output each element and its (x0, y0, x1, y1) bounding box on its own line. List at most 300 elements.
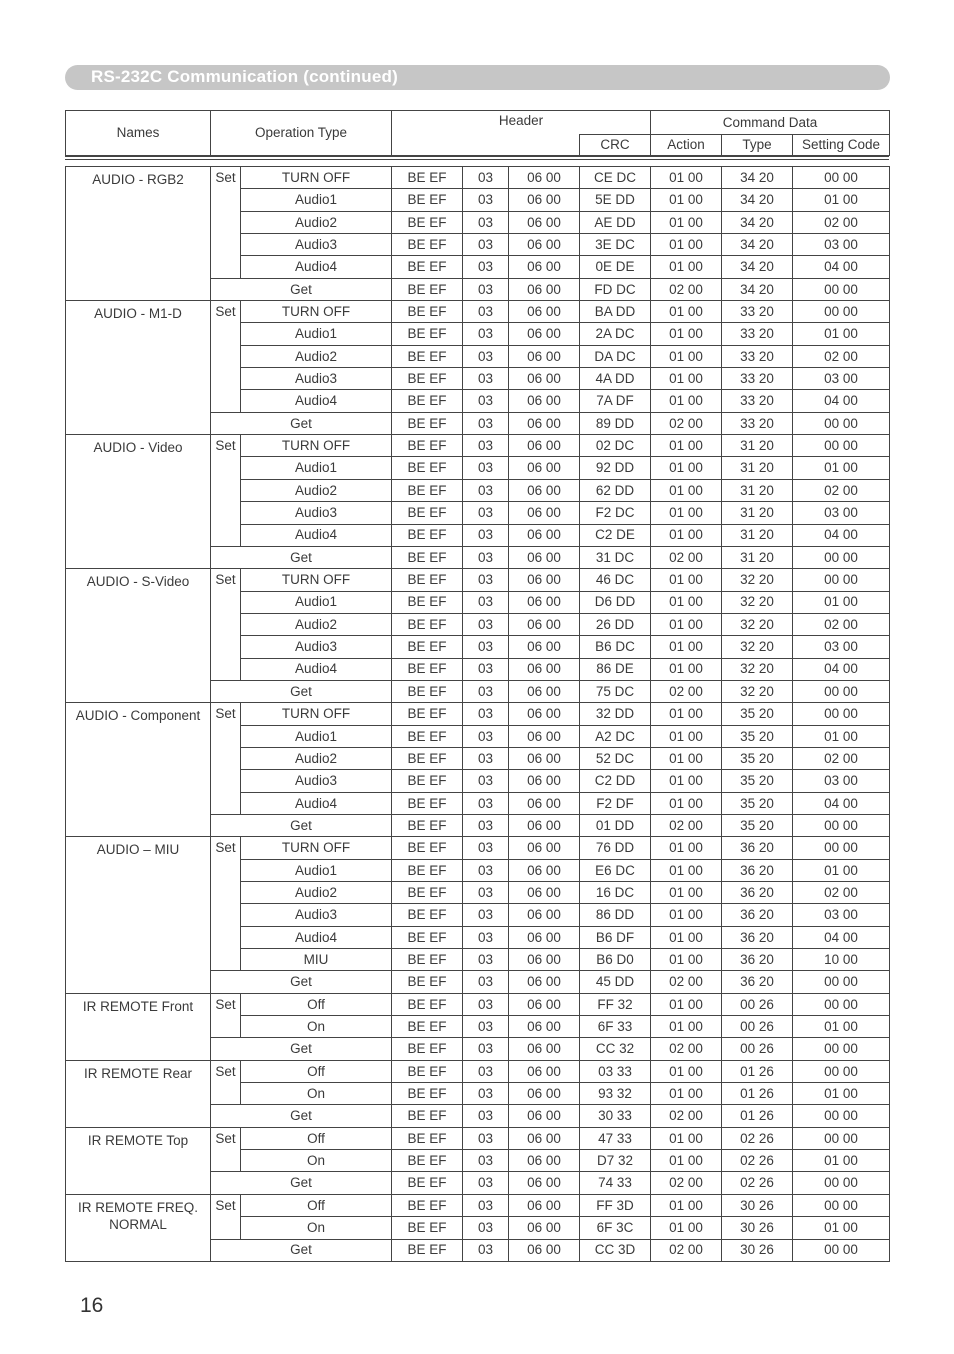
cell-setting-code: 00 00 (793, 167, 890, 189)
cell-header-bytes: BE EF (392, 949, 463, 971)
cell-type: 36 20 (722, 904, 793, 926)
cell-header-06-00: 06 00 (509, 613, 580, 635)
cell-header-03: 03 (463, 1172, 509, 1194)
cell-header-bytes: BE EF (392, 613, 463, 635)
table-row (66, 1194, 890, 1216)
cell-crc: 6F 3C (580, 1217, 651, 1239)
page-number: 16 (80, 1294, 104, 1317)
cell-action: 02 00 (651, 546, 722, 568)
cell-operation: TURN OFF (241, 569, 392, 591)
cell-header-06-00: 06 00 (509, 971, 580, 993)
cell-action: 02 00 (651, 1172, 722, 1194)
cell-type: 31 20 (722, 546, 793, 568)
cell-operation: Audio4 (241, 524, 392, 546)
cell-setting-code: 04 00 (793, 926, 890, 948)
table-row (66, 837, 890, 859)
cell-header-03: 03 (463, 703, 509, 725)
cell-setting-code: 03 00 (793, 502, 890, 524)
cell-header-06-00: 06 00 (509, 658, 580, 680)
cell-crc: B6 DC (580, 636, 651, 658)
cell-header-bytes: BE EF (392, 792, 463, 814)
cell-operation: Audio3 (241, 234, 392, 256)
cell-operation: TURN OFF (241, 703, 392, 725)
cell-operation: Get (211, 546, 392, 568)
table-row (66, 167, 890, 189)
cell-header-06-00: 06 00 (509, 211, 580, 233)
section-banner (65, 65, 890, 90)
cell-type: 02 26 (722, 1150, 793, 1172)
cell-setting-code: 02 00 (793, 882, 890, 904)
cell-type: 36 20 (722, 971, 793, 993)
group-name: IR REMOTE Front (66, 993, 211, 1060)
cell-type: 34 20 (722, 211, 793, 233)
cell-crc: FF 32 (580, 993, 651, 1015)
group-name: IR REMOTE FREQ. NORMAL (66, 1194, 211, 1261)
cell-action: 01 00 (651, 859, 722, 881)
cell-setting-code: 00 00 (793, 435, 890, 457)
cell-action: 01 00 (651, 837, 722, 859)
cell-action: 01 00 (651, 435, 722, 457)
cell-crc: AE DD (580, 211, 651, 233)
cell-setting-code: 04 00 (793, 792, 890, 814)
cell-header-03: 03 (463, 1105, 509, 1127)
cell-type: 33 20 (722, 323, 793, 345)
cell-action: 02 00 (651, 412, 722, 434)
header-type: Type (722, 135, 793, 156)
cell-header-06-00: 06 00 (509, 368, 580, 390)
cell-setting-code: 01 00 (793, 1016, 890, 1038)
cell-action: 01 00 (651, 345, 722, 367)
cell-header-06-00: 06 00 (509, 1016, 580, 1038)
cell-header-06-00: 06 00 (509, 591, 580, 613)
cell-operation: Audio4 (241, 658, 392, 680)
cell-type: 34 20 (722, 167, 793, 189)
cell-type: 30 26 (722, 1194, 793, 1216)
cell-crc: 76 DD (580, 837, 651, 859)
cell-setting-code: 01 00 (793, 323, 890, 345)
cell-type: 34 20 (722, 189, 793, 211)
cell-header-06-00: 06 00 (509, 837, 580, 859)
cell-crc: 26 DD (580, 613, 651, 635)
cell-operation: Get (211, 1239, 392, 1261)
cell-crc: B6 DF (580, 926, 651, 948)
cell-header-03: 03 (463, 1038, 509, 1060)
command-table-header (65, 110, 890, 156)
cell-header-bytes: BE EF (392, 770, 463, 792)
cell-operation: Audio3 (241, 636, 392, 658)
set-label: Set (211, 167, 241, 279)
cell-header-bytes: BE EF (392, 1038, 463, 1060)
cell-type: 36 20 (722, 859, 793, 881)
cell-action: 01 00 (651, 949, 722, 971)
cell-header-bytes: BE EF (392, 658, 463, 680)
cell-action: 01 00 (651, 591, 722, 613)
cell-header-bytes: BE EF (392, 591, 463, 613)
cell-header-03: 03 (463, 1127, 509, 1149)
cell-header-03: 03 (463, 792, 509, 814)
cell-header-06-00: 06 00 (509, 770, 580, 792)
cell-header-03: 03 (463, 323, 509, 345)
cell-type: 30 26 (722, 1217, 793, 1239)
cell-setting-code: 00 00 (793, 1194, 890, 1216)
cell-crc: 0E DE (580, 256, 651, 278)
cell-header-06-00: 06 00 (509, 792, 580, 814)
cell-type: 33 20 (722, 301, 793, 323)
cell-operation: Audio2 (241, 613, 392, 635)
cell-type: 00 26 (722, 993, 793, 1015)
cell-header-03: 03 (463, 569, 509, 591)
cell-header-06-00: 06 00 (509, 502, 580, 524)
cell-action: 01 00 (651, 1217, 722, 1239)
cell-type: 36 20 (722, 837, 793, 859)
cell-crc: 86 DE (580, 658, 651, 680)
cell-crc: 02 DC (580, 435, 651, 457)
cell-header-06-00: 06 00 (509, 412, 580, 434)
cell-header-bytes: BE EF (392, 1150, 463, 1172)
cell-operation: Get (211, 1172, 392, 1194)
cell-action: 01 00 (651, 658, 722, 680)
cell-header-03: 03 (463, 993, 509, 1015)
cell-setting-code: 01 00 (793, 189, 890, 211)
cell-header-03: 03 (463, 1239, 509, 1261)
cell-action: 01 00 (651, 502, 722, 524)
set-label: Set (211, 435, 241, 547)
cell-setting-code: 00 00 (793, 1105, 890, 1127)
cell-action: 02 00 (651, 278, 722, 300)
group-name: AUDIO - Component (66, 703, 211, 837)
cell-header-06-00: 06 00 (509, 1060, 580, 1082)
cell-action: 01 00 (651, 882, 722, 904)
cell-header-bytes: BE EF (392, 234, 463, 256)
cell-header-06-00: 06 00 (509, 1239, 580, 1261)
cell-header-bytes: BE EF (392, 435, 463, 457)
header-header-spacer (392, 135, 580, 156)
set-label: Set (211, 301, 241, 413)
table-row (66, 435, 890, 457)
cell-setting-code: 00 00 (793, 546, 890, 568)
cell-type: 35 20 (722, 703, 793, 725)
cell-action: 01 00 (651, 636, 722, 658)
cell-header-bytes: BE EF (392, 457, 463, 479)
cell-header-03: 03 (463, 613, 509, 635)
cell-header-06-00: 06 00 (509, 636, 580, 658)
cell-header-bytes: BE EF (392, 1016, 463, 1038)
cell-operation: Off (241, 993, 392, 1015)
cell-type: 35 20 (722, 770, 793, 792)
cell-header-bytes: BE EF (392, 479, 463, 501)
cell-setting-code: 03 00 (793, 636, 890, 658)
cell-header-06-00: 06 00 (509, 859, 580, 881)
group-name: AUDIO - RGB2 (66, 167, 211, 301)
cell-header-03: 03 (463, 1083, 509, 1105)
cell-operation: Audio1 (241, 859, 392, 881)
cell-header-03: 03 (463, 412, 509, 434)
cell-type: 00 26 (722, 1016, 793, 1038)
cell-header-06-00: 06 00 (509, 1127, 580, 1149)
cell-header-06-00: 06 00 (509, 1194, 580, 1216)
cell-operation: Audio1 (241, 591, 392, 613)
cell-type: 31 20 (722, 435, 793, 457)
cell-operation: TURN OFF (241, 167, 392, 189)
cell-header-bytes: BE EF (392, 1194, 463, 1216)
cell-setting-code: 00 00 (793, 837, 890, 859)
cell-crc: A2 DC (580, 725, 651, 747)
cell-operation: Off (241, 1194, 392, 1216)
cell-crc: 86 DD (580, 904, 651, 926)
cell-action: 01 00 (651, 234, 722, 256)
cell-crc: 32 DD (580, 703, 651, 725)
cell-operation: Off (241, 1127, 392, 1149)
cell-header-bytes: BE EF (392, 1239, 463, 1261)
cell-crc: CC 3D (580, 1239, 651, 1261)
cell-crc: DA DC (580, 345, 651, 367)
cell-operation: Audio4 (241, 926, 392, 948)
cell-crc: 93 32 (580, 1083, 651, 1105)
table-row (66, 703, 890, 725)
cell-setting-code: 00 00 (793, 278, 890, 300)
group-name: AUDIO - M1-D (66, 301, 211, 435)
cell-operation: Audio2 (241, 211, 392, 233)
cell-header-bytes: BE EF (392, 636, 463, 658)
cell-header-03: 03 (463, 814, 509, 836)
cell-header-06-00: 06 00 (509, 949, 580, 971)
cell-crc: F2 DC (580, 502, 651, 524)
cell-crc: 16 DC (580, 882, 651, 904)
cell-operation: Get (211, 814, 392, 836)
cell-header-06-00: 06 00 (509, 524, 580, 546)
cell-crc: 62 DD (580, 479, 651, 501)
cell-header-03: 03 (463, 904, 509, 926)
cell-header-bytes: BE EF (392, 747, 463, 769)
cell-setting-code: 02 00 (793, 747, 890, 769)
cell-header-06-00: 06 00 (509, 546, 580, 568)
cell-setting-code: 01 00 (793, 1150, 890, 1172)
cell-header-bytes: BE EF (392, 345, 463, 367)
cell-setting-code: 01 00 (793, 457, 890, 479)
cell-crc: D6 DD (580, 591, 651, 613)
cell-header-03: 03 (463, 457, 509, 479)
cell-header-06-00: 06 00 (509, 904, 580, 926)
cell-action: 01 00 (651, 770, 722, 792)
set-label: Set (211, 569, 241, 681)
cell-operation: Audio1 (241, 725, 392, 747)
cell-header-06-00: 06 00 (509, 569, 580, 591)
cell-header-bytes: BE EF (392, 926, 463, 948)
cell-type: 33 20 (722, 368, 793, 390)
cell-action: 01 00 (651, 189, 722, 211)
cell-header-bytes: BE EF (392, 1060, 463, 1082)
cell-crc: C2 DD (580, 770, 651, 792)
cell-header-03: 03 (463, 234, 509, 256)
cell-setting-code: 00 00 (793, 993, 890, 1015)
cell-action: 01 00 (651, 904, 722, 926)
set-label: Set (211, 837, 241, 971)
cell-operation: On (241, 1217, 392, 1239)
cell-header-bytes: BE EF (392, 904, 463, 926)
cell-crc: 45 DD (580, 971, 651, 993)
cell-header-06-00: 06 00 (509, 189, 580, 211)
cell-action: 01 00 (651, 1194, 722, 1216)
cell-crc: B6 D0 (580, 949, 651, 971)
cell-setting-code: 00 00 (793, 1127, 890, 1149)
cell-type: 31 20 (722, 502, 793, 524)
header-separator-line (65, 156, 889, 157)
cell-operation: Audio3 (241, 904, 392, 926)
cell-header-06-00: 06 00 (509, 435, 580, 457)
cell-crc: BA DD (580, 301, 651, 323)
cell-header-bytes: BE EF (392, 680, 463, 702)
set-label: Set (211, 703, 241, 815)
cell-operation: MIU (241, 949, 392, 971)
cell-type: 33 20 (722, 345, 793, 367)
cell-header-03: 03 (463, 926, 509, 948)
cell-setting-code: 01 00 (793, 725, 890, 747)
cell-setting-code: 00 00 (793, 412, 890, 434)
cell-type: 36 20 (722, 949, 793, 971)
cell-operation: Audio3 (241, 502, 392, 524)
cell-header-03: 03 (463, 882, 509, 904)
cell-action: 02 00 (651, 1105, 722, 1127)
cell-header-bytes: BE EF (392, 569, 463, 591)
cell-crc: 46 DC (580, 569, 651, 591)
cell-crc: 6F 33 (580, 1016, 651, 1038)
cell-header-03: 03 (463, 1194, 509, 1216)
table-row (66, 993, 890, 1015)
cell-operation: Get (211, 412, 392, 434)
cell-operation: TURN OFF (241, 435, 392, 457)
group-name: AUDIO – MIU (66, 837, 211, 993)
set-label: Set (211, 1194, 241, 1239)
cell-setting-code: 04 00 (793, 256, 890, 278)
cell-crc: CC 32 (580, 1038, 651, 1060)
cell-header-06-00: 06 00 (509, 747, 580, 769)
cell-type: 35 20 (722, 725, 793, 747)
cell-operation: TURN OFF (241, 837, 392, 859)
cell-header-06-00: 06 00 (509, 256, 580, 278)
cell-header-06-00: 06 00 (509, 390, 580, 412)
cell-setting-code: 01 00 (793, 1083, 890, 1105)
group-name: IR REMOTE Rear (66, 1060, 211, 1127)
cell-header-06-00: 06 00 (509, 703, 580, 725)
cell-action: 01 00 (651, 1060, 722, 1082)
cell-action: 01 00 (651, 167, 722, 189)
cell-header-bytes: BE EF (392, 837, 463, 859)
header-crc: CRC (580, 135, 651, 156)
cell-header-06-00: 06 00 (509, 1172, 580, 1194)
cell-operation: On (241, 1016, 392, 1038)
table-row (66, 301, 890, 323)
cell-header-bytes: BE EF (392, 1083, 463, 1105)
cell-setting-code: 00 00 (793, 680, 890, 702)
cell-operation: Audio4 (241, 390, 392, 412)
cell-type: 02 26 (722, 1172, 793, 1194)
cell-operation: Audio4 (241, 792, 392, 814)
set-label: Set (211, 993, 241, 1038)
set-label: Set (211, 1127, 241, 1172)
cell-crc: 30 33 (580, 1105, 651, 1127)
cell-crc: E6 DC (580, 859, 651, 881)
cell-header-03: 03 (463, 971, 509, 993)
cell-header-bytes: BE EF (392, 859, 463, 881)
cell-crc: F2 DF (580, 792, 651, 814)
cell-header-06-00: 06 00 (509, 1150, 580, 1172)
cell-operation: Get (211, 971, 392, 993)
header-separator-line (65, 159, 889, 160)
cell-action: 01 00 (651, 368, 722, 390)
cell-header-06-00: 06 00 (509, 1217, 580, 1239)
cell-action: 01 00 (651, 792, 722, 814)
cell-header-03: 03 (463, 345, 509, 367)
cell-type: 34 20 (722, 278, 793, 300)
cell-setting-code: 04 00 (793, 658, 890, 680)
cell-header-03: 03 (463, 368, 509, 390)
cell-action: 02 00 (651, 971, 722, 993)
cell-type: 31 20 (722, 524, 793, 546)
cell-header-06-00: 06 00 (509, 1105, 580, 1127)
cell-header-03: 03 (463, 1060, 509, 1082)
cell-setting-code: 02 00 (793, 345, 890, 367)
cell-header-bytes: BE EF (392, 1105, 463, 1127)
cell-operation: Audio3 (241, 368, 392, 390)
table-row (66, 569, 890, 591)
cell-operation: On (241, 1150, 392, 1172)
cell-header-bytes: BE EF (392, 1172, 463, 1194)
cell-setting-code: 00 00 (793, 569, 890, 591)
cell-action: 01 00 (651, 1127, 722, 1149)
cell-crc: 03 33 (580, 1060, 651, 1082)
cell-operation: Audio3 (241, 770, 392, 792)
cell-type: 35 20 (722, 747, 793, 769)
cell-header-06-00: 06 00 (509, 301, 580, 323)
cell-header-bytes: BE EF (392, 524, 463, 546)
cell-operation: Get (211, 1105, 392, 1127)
cell-action: 01 00 (651, 479, 722, 501)
header-names: Names (66, 111, 211, 156)
cell-action: 01 00 (651, 301, 722, 323)
cell-header-06-00: 06 00 (509, 993, 580, 1015)
cell-crc: 2A DC (580, 323, 651, 345)
cell-header-03: 03 (463, 479, 509, 501)
cell-crc: 3E DC (580, 234, 651, 256)
cell-header-03: 03 (463, 546, 509, 568)
cell-header-03: 03 (463, 949, 509, 971)
cell-crc: D7 32 (580, 1150, 651, 1172)
cell-setting-code: 01 00 (793, 1217, 890, 1239)
group-name: AUDIO - S-Video (66, 569, 211, 703)
cell-action: 01 00 (651, 211, 722, 233)
cell-operation: Audio2 (241, 747, 392, 769)
cell-action: 01 00 (651, 323, 722, 345)
cell-header-bytes: BE EF (392, 256, 463, 278)
cell-header-06-00: 06 00 (509, 234, 580, 256)
cell-setting-code: 10 00 (793, 949, 890, 971)
cell-type: 30 26 (722, 1239, 793, 1261)
cell-header-06-00: 06 00 (509, 680, 580, 702)
cell-crc: 7A DF (580, 390, 651, 412)
cell-header-03: 03 (463, 278, 509, 300)
cell-header-03: 03 (463, 859, 509, 881)
cell-type: 32 20 (722, 613, 793, 635)
cell-action: 01 00 (651, 613, 722, 635)
cell-type: 33 20 (722, 390, 793, 412)
cell-header-03: 03 (463, 591, 509, 613)
cell-type: 36 20 (722, 882, 793, 904)
cell-header-bytes: BE EF (392, 814, 463, 836)
cell-header-bytes: BE EF (392, 1217, 463, 1239)
cell-action: 01 00 (651, 390, 722, 412)
cell-header-03: 03 (463, 636, 509, 658)
cell-header-03: 03 (463, 524, 509, 546)
